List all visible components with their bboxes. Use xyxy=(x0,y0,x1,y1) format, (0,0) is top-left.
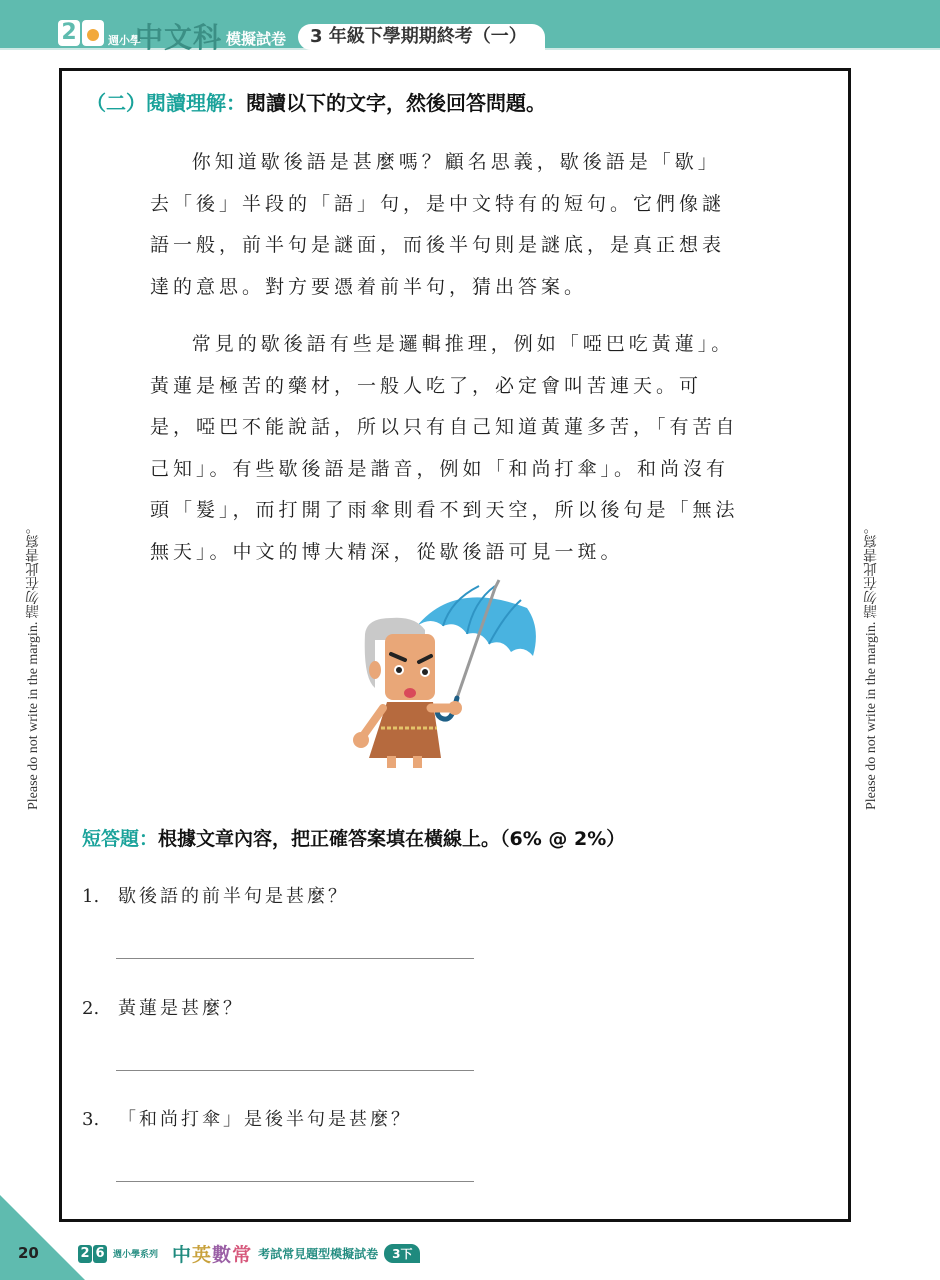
passage-paragraph: 常見的歇後語有些是邏輯推理，例如「啞巴吃黃蓮」。黃蓮是極苦的藥材，一般人吃了，必定會叫苦連天。可是，啞巴不能說話，所以只有自己知道黃蓮多苦，「有苦自己知」。有些歇後語是諧音，例如「和尚打傘」。和尚沒有頭「髮」，而打開了雨傘則看不到天空，所以後句是「無法無天」。中文的博大精深，從歇後語可見一斑。 xyxy=(150,333,739,563)
short-answer-label: 短答題： xyxy=(82,828,159,850)
exam-type: 模擬試卷 xyxy=(226,30,287,48)
corner-decoration xyxy=(0,1195,85,1280)
footer-logo xyxy=(78,1245,107,1263)
section-name: 閱讀理解： xyxy=(146,91,246,115)
brand-tagline: 週小學 xyxy=(108,34,141,47)
monk-icon xyxy=(345,578,545,768)
short-answer-instruction: 根據文章內容，把正確答案填在橫線上。（6% @ 2%） xyxy=(158,828,626,850)
question-number: 2. xyxy=(82,998,100,1019)
brand-digit: 2 xyxy=(58,20,80,46)
question-text: 「和尚打傘」是後半句是甚麼？ xyxy=(118,1109,412,1130)
brand-digit xyxy=(82,20,104,46)
margin-warning-left: Please do not write in the margin. 請勿在此書寫。 xyxy=(26,520,41,810)
answer-line-3[interactable] xyxy=(116,1181,474,1182)
title-char: 數 xyxy=(212,1244,233,1266)
question-number: 3. xyxy=(82,1109,100,1130)
question-2 xyxy=(82,994,244,1020)
reading-passage xyxy=(150,142,740,589)
section-instruction: 閱讀以下的文字，然後回答問題。 xyxy=(246,91,546,115)
answer-line-1[interactable] xyxy=(116,958,474,959)
question-number: 1. xyxy=(82,886,100,907)
question-text: 歇後語的前半句是甚麼？ xyxy=(118,886,349,907)
short-answer-heading xyxy=(82,824,625,851)
question-1 xyxy=(82,882,349,908)
brand-logo xyxy=(58,20,104,46)
section-heading xyxy=(86,87,546,116)
question-text: 黃蓮是甚麼？ xyxy=(118,998,244,1019)
answer-line-2[interactable] xyxy=(116,1070,474,1071)
title-char: 常 xyxy=(232,1244,253,1266)
footer-logo-digit: 6 xyxy=(93,1245,107,1263)
exam-title-badge: 3 年級下學期期終考（一） xyxy=(298,24,545,50)
section-number: （二） xyxy=(86,91,146,115)
grade-badge: 3下 xyxy=(384,1244,420,1263)
title-char: 英 xyxy=(192,1244,213,1266)
footer-series: 週小學系列 xyxy=(113,1250,159,1260)
monk-umbrella-illustration xyxy=(345,578,545,768)
footer-subtitle: 考試常見題型模擬試卷 xyxy=(258,1247,379,1261)
margin-warning-right: Please do not write in the margin. 請勿在此書寫。 xyxy=(864,520,879,810)
page-number: 20 xyxy=(18,1244,39,1262)
title-char: 中 xyxy=(172,1244,193,1266)
subject-title: 中文科 xyxy=(135,21,223,54)
footer-brand xyxy=(78,1240,420,1267)
question-3 xyxy=(82,1105,412,1131)
footer-logo-digit: 2 xyxy=(78,1245,92,1263)
pencil-icon xyxy=(87,29,99,41)
passage-paragraph: 你知道歇後語是甚麼嗎？顧名思義，歇後語是「歇」去「後」半段的「語」句，是中文特有的短句。它們像謎語一般，前半句是謎面，而後半句則是謎底，是真正想表達的意思。對方要憑着前半句，猜出答案。 xyxy=(150,151,726,298)
footer-title xyxy=(172,1240,252,1267)
